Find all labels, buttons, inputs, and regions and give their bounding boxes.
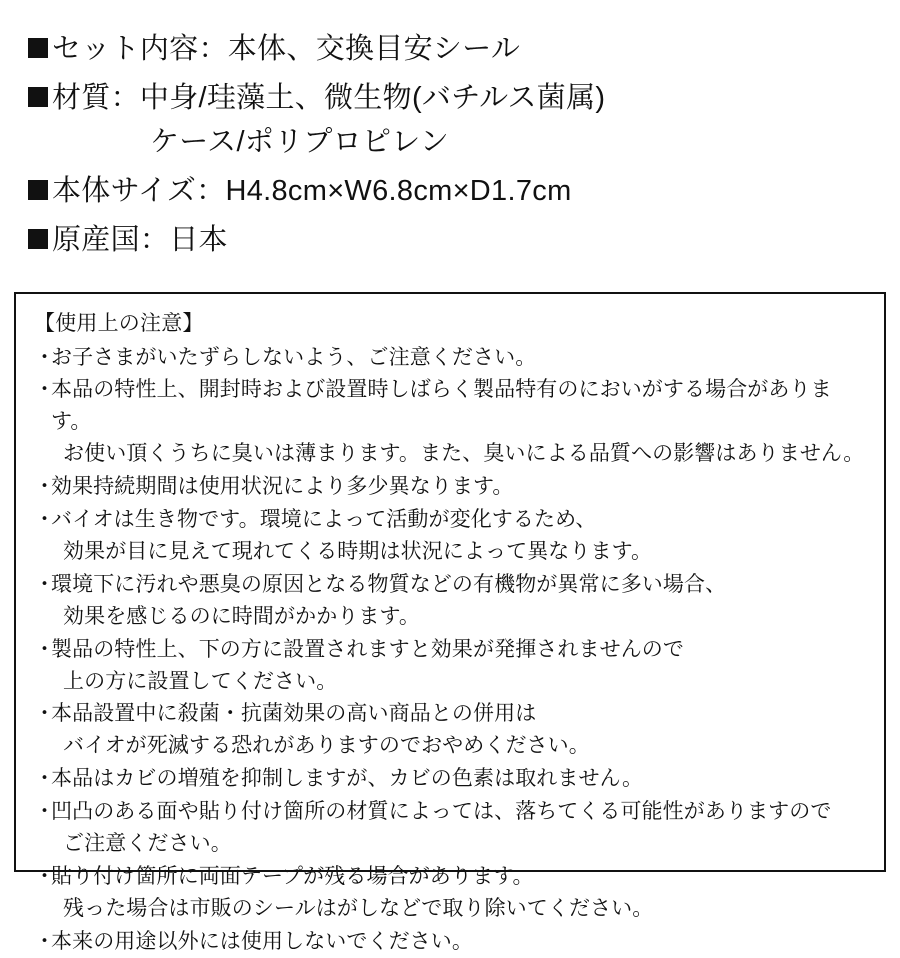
bullet-dot-icon: ・ [34,572,55,596]
list-item-text [51,796,868,860]
notice-line: お使い頂くうちに臭いは薄まります。また、臭いによる品質への影響はありません。 [63,442,865,466]
list-item-text [51,861,868,925]
list-item [34,763,868,795]
notice-line: 本品の特性上、開封時および設置時しばらく製品特有のにおいがする場合があります。 [51,378,832,434]
notice-line: 本来の用途以外には使用しないでください。 [51,929,473,953]
notice-line: お子さまがいたずらしないよう、ご注意ください。 [51,345,537,369]
notice-line: ご注意ください。 [63,832,232,856]
bullet-dot-icon: ・ [34,702,55,726]
notice-line: バイオが死滅する恐れがありますのでおやめください。 [63,734,590,758]
square-bullet-icon [28,180,48,200]
usage-notice-list [34,342,868,958]
usage-notice-box [14,292,886,953]
spec-row-material [28,79,872,117]
spec-text-size: 本体サイズ：H4.8cm×W6.8cm×D1.7cm [52,174,572,207]
notice-line: 環境下に汚れや悪臭の原因となる物質などの有機物が異常に多い場合、 [51,572,727,596]
list-item [34,569,868,633]
list-item-text [51,634,868,698]
notice-line: バイオは生き物です。環境によって活動が変化するため、 [51,508,597,532]
usage-notice-title: 【使用上の注意】 [34,312,204,335]
notice-line: 本品はカビの増殖を抑制しますが、カビの色素は取れません。 [51,767,644,791]
spec-row-size [28,172,872,210]
list-item-text [51,374,868,470]
bullet-dot-icon: ・ [34,508,55,532]
bullet-dot-icon: ・ [34,865,55,888]
spec-text-material: 材質：中身/珪藻土、微生物(バチルス菌属) [52,82,606,115]
notice-line: 効果持続期間は使用状況により多少異なります。 [51,475,514,499]
notice-line: 製品の特性上、下の方に設置されますと効果が発揮されませんので [51,637,684,661]
list-item-text [51,926,868,958]
notice-line: 効果が目に見えて現れてくる時期は状況によって異なります。 [63,539,653,563]
spec-text-country-of-origin: 原産国：日本 [52,224,228,257]
bullet-dot-icon: ・ [34,800,55,824]
list-item [34,374,868,470]
list-item-text [51,504,868,568]
list-item-text [51,471,868,503]
specification-list [28,30,872,118]
notice-line: 貼り付け箇所に両面テープが残る場合があります。 [51,865,534,888]
square-bullet-icon [28,87,48,107]
notice-line: 上の方に設置してください。 [63,669,338,693]
bullet-dot-icon: ・ [34,475,55,499]
square-bullet-icon [28,229,48,249]
list-item [34,504,868,568]
list-item-text [51,569,868,633]
bullet-dot-icon: ・ [34,637,55,661]
bullet-dot-icon: ・ [34,929,55,953]
notice-line: 本品設置中に殺菌・抗菌効果の高い商品との併用は [51,702,537,726]
square-bullet-icon [28,38,48,58]
list-item [34,861,868,925]
spec-row-country-of-origin [28,221,872,259]
list-item [34,796,868,860]
list-item-text [51,698,868,762]
specification-list-continued [28,172,872,260]
list-item [34,342,868,374]
list-item [34,926,868,958]
bullet-dot-icon: ・ [34,345,55,369]
spec-text-material-case: ケース/ポリプロピレン [150,125,450,158]
notice-line: 残った場合は市販のシールはがしなどで取り除いてください。 [63,896,654,920]
list-item-text [51,342,868,374]
spec-row-set-contents [28,30,872,68]
list-item [34,471,868,503]
list-item [34,634,868,698]
notice-line: 効果を感じるのに時間がかかります。 [63,604,421,628]
list-item-text [51,763,868,795]
bullet-dot-icon: ・ [34,767,55,791]
list-item [34,698,868,762]
spec-text-set-contents: セット内容：本体、交換目安シール [52,33,521,65]
notice-line: 凹凸のある面や貼り付け箇所の材質によっては、落ちてくる可能性がありますので [51,800,832,824]
bullet-dot-icon: ・ [34,378,55,402]
